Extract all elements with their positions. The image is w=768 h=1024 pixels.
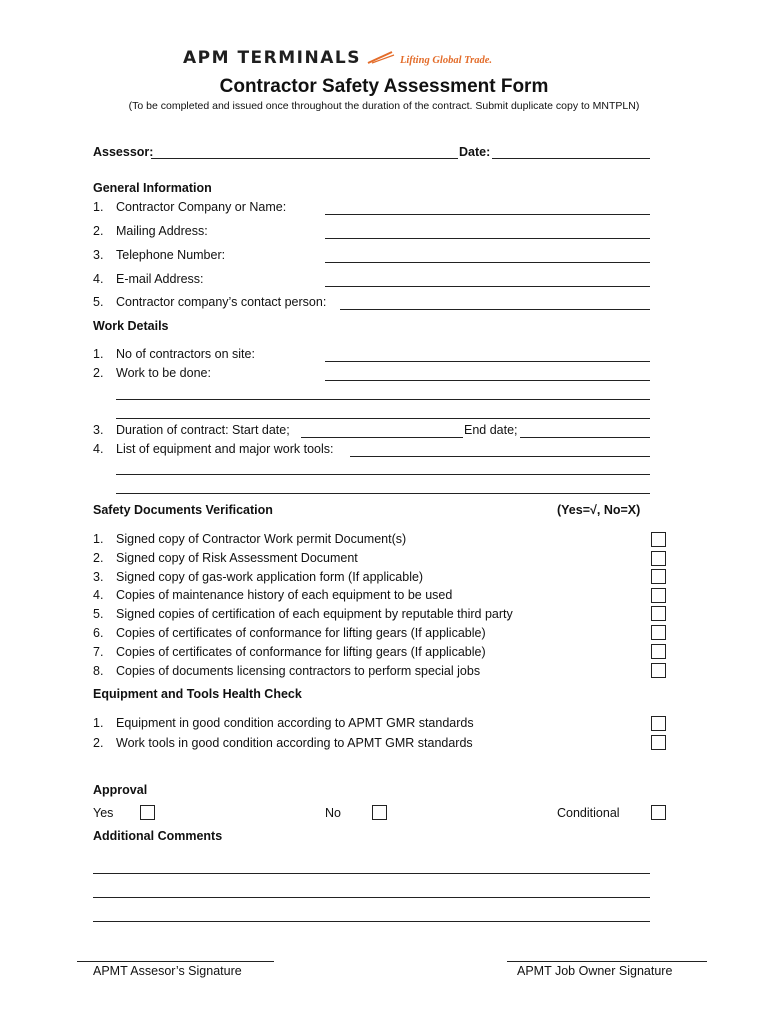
assessor-field[interactable] [151,158,458,159]
approval-no-checkbox[interactable] [372,805,387,820]
list-number: 5. [93,607,104,621]
end-date-label: End date; [464,423,518,437]
safety-doc-label: Signed copy of gas-work application form (If applicable) [116,570,424,584]
safety-doc-checkbox[interactable] [651,588,666,603]
work-description-line[interactable] [116,399,650,400]
start-date-field[interactable] [301,437,463,438]
list-number: 1. [93,532,104,546]
comments-line[interactable] [93,921,650,922]
list-number: 8. [93,664,104,678]
contractor-name-field[interactable] [325,214,650,215]
safety-doc-label: Signed copy of Contractor Work permit Document(s) [116,532,407,546]
approval-conditional-label: Conditional [557,806,620,820]
list-number: 4. [93,272,104,286]
general-item-label: Mailing Address: [116,224,208,238]
apm-terminals-logo [183,48,492,70]
work-item-label: Duration of contract: Start date; [116,423,290,437]
section-heading-work: Work Details [93,319,169,333]
safety-doc-checkbox[interactable] [651,606,666,621]
list-number: 2. [93,224,104,238]
logo-swoosh-icon [366,49,396,65]
form-title: Contractor Safety Assessment Form [219,76,549,97]
safety-doc-checkbox[interactable] [651,663,666,678]
list-number: 1. [93,347,104,361]
safety-doc-label: Copies of maintenance history of each equipment to be used [116,588,453,602]
list-number: 3. [93,570,104,584]
work-item-label: List of equipment and major work tools: [116,442,334,456]
list-number: 3. [93,423,104,437]
list-number: 5. [93,295,104,309]
mailing-address-field[interactable] [325,238,650,239]
list-number: 1. [93,716,104,730]
general-item-label: Contractor company’s contact person: [116,295,327,309]
telephone-field[interactable] [325,262,650,263]
safety-doc-label: Signed copy of Risk Assessment Document [116,551,358,565]
list-number: 3. [93,248,104,262]
safety-doc-checkbox[interactable] [651,569,666,584]
safety-doc-checkbox[interactable] [651,551,666,566]
list-number: 4. [93,442,104,456]
list-number: 2. [93,366,104,380]
list-number: 4. [93,588,104,602]
approval-yes-label: Yes [93,806,114,820]
section-heading-approval: Approval [93,783,148,797]
list-number: 7. [93,645,104,659]
contact-person-field[interactable] [340,309,650,310]
health-check-label: Equipment in good condition according to APMT GMR standards [116,716,474,730]
date-field[interactable] [492,158,650,159]
health-check-label: Work tools in good condition according to APMT GMR standards [116,736,473,750]
email-field[interactable] [325,286,650,287]
yes-no-legend: (Yes=√, No=X) [557,503,641,517]
list-number: 2. [93,551,104,565]
approval-yes-checkbox[interactable] [140,805,155,820]
section-heading-health-check: Equipment and Tools Health Check [93,687,302,701]
list-number: 2. [93,736,104,750]
work-item-label: No of contractors on site: [116,347,255,361]
work-item-label: Work to be done: [116,366,211,380]
work-description-line[interactable] [116,418,650,419]
approval-no-label: No [325,806,341,820]
health-check-checkbox[interactable] [651,716,666,731]
general-item-label: E-mail Address: [116,272,204,286]
comments-line[interactable] [93,897,650,898]
comments-line[interactable] [93,873,650,874]
safety-doc-label: Copies of documents licensing contractors to perform special jobs [116,664,481,678]
general-item-label: Contractor Company or Name: [116,200,287,214]
safety-doc-checkbox[interactable] [651,644,666,659]
equipment-list-line[interactable] [116,493,650,494]
list-number: 6. [93,626,104,640]
safety-doc-label: Signed copies of certification of each equipment by reputable third party [116,607,513,621]
contractors-count-field[interactable] [325,361,650,362]
equipment-list-field[interactable] [350,456,650,457]
safety-doc-label: Copies of certificates of conformance for lifting gears (If applicable) [116,626,486,640]
assessor-label: Assessor: [93,145,154,159]
date-label: Date: [459,145,491,159]
owner-signature-line[interactable] [507,961,707,962]
section-heading-general: General Information [93,181,212,195]
end-date-field[interactable] [520,437,650,438]
section-heading-comments: Additional Comments [93,829,223,843]
work-description-field[interactable] [325,380,650,381]
owner-signature-label: APMT Job Owner Signature [517,964,673,978]
assessor-signature-label: APMT Assesor’s Signature [93,964,242,978]
approval-conditional-checkbox[interactable] [651,805,666,820]
list-number: 1. [93,200,104,214]
assessor-signature-line[interactable] [77,961,274,962]
safety-doc-checkbox[interactable] [651,532,666,547]
general-item-label: Telephone Number: [116,248,226,262]
health-check-checkbox[interactable] [651,735,666,750]
section-heading-safety-docs: Safety Documents Verification [93,503,273,517]
safety-doc-label: Copies of certificates of conformance for lifting gears (If applicable) [116,645,486,659]
brand-name: APM TERMINALS [183,48,361,68]
safety-doc-checkbox[interactable] [651,625,666,640]
brand-tagline: Lifting Global Trade. [399,55,493,66]
equipment-list-line[interactable] [116,474,650,475]
form-subtitle: (To be completed and issued once throughout the duration of the contract. Submit duplicate copy to MNTPLN) [128,100,640,112]
